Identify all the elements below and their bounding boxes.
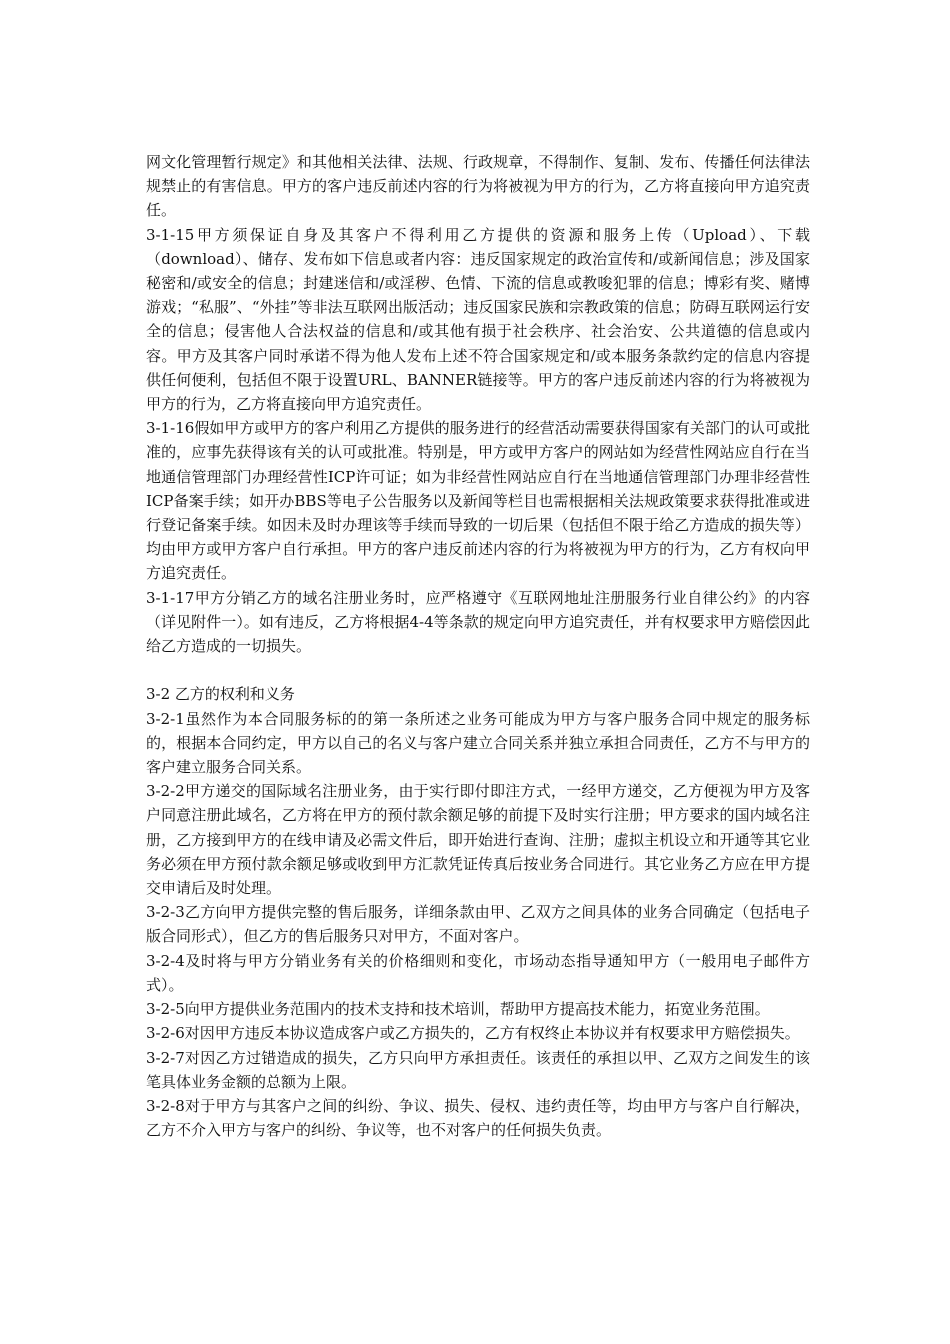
blank-line [146,658,810,682]
paragraph-3-1-16: 3-1-16假如甲方或甲方的客户利用乙方提供的服务进行的经营活动需要获得国家有关部门的认可或批准的，应事先获得该有关的认可或批准。特别是，甲方或甲方客户的网站如为经营性网站应自行在当地通信管理部门办理经营性ICP许可证；如为非经营性网站应自行在当地通信管理部门办理非经营性ICP备案手续；如开办BBS等电子公告服务以及新闻等栏目也需根据相关法规政策要求获得批准或进行登记备案手续。如因未及时办理该等手续而导致的一切后果（包括但不限于给乙方造成的损失等）均由甲方或甲方客户自行承担。甲方的客户违反前述内容的行为将被视为甲方的行为，乙方有权向甲方追究责任。 [146,419,810,583]
paragraph-3-2-7: 3-2-7对因乙方过错造成的损失，乙方只向甲方承担责任。该责任的承担以甲、乙双方之间发生的该笔具体业务金额的总额为上限。 [146,1048,810,1091]
paragraph-3-2-3: 3-2-3乙方向甲方提供完整的售后服务，详细条款由甲、乙双方之间具体的业务合同确定（包括电子版合同形式），但乙方的售后服务只对甲方，不面对客户。 [146,903,810,946]
paragraph-3-2-2: 3-2-2甲方递交的国际域名注册业务，由于实行即付即注方式，一经甲方递交，乙方便视为甲方及客户同意注册此域名，乙方将在甲方的预付款余额足够的前提下及时实行注册；甲方要求的国内域名注册，乙方接到甲方的在线申请及必需文件后，即开始进行查询、注册；虚拟主机设立和开通等其它业务必须在甲方预付款余额足够或收到甲方汇款凭证传真后按业务合同进行。其它业务乙方应在甲方提交申请后及时处理。 [146,782,810,898]
paragraph-3-1-17: 3-1-17甲方分销乙方的域名注册业务时，应严格遵守《互联网地址注册服务行业自律公约》的内容（详见附件一）。如有违反，乙方将根据4-4等条款的规定向甲方追究责任，并有权要求甲方赔偿因此给乙方造成的一切损失。 [146,588,810,656]
document-body [146,150,810,1142]
paragraph-3-2-1: 3-2-1虽然作为本合同服务标的的第一条所述之业务可能成为甲方与客户服务合同中规定的服务标的，根据本合同约定，甲方以自己的名义与客户建立合同关系并独立承担合同责任，乙方不与甲方的客户建立服务合同关系。 [146,709,810,777]
paragraph-3-2-4: 3-2-4及时将与甲方分销业务有关的价格细则和变化，市场动态指导通知甲方（一般用电子邮件方式）。 [146,951,810,994]
paragraph-3-2-5: 3-2-5向甲方提供业务范围内的技术支持和技术培训，帮助甲方提高技术能力，拓宽业务范围。 [146,1000,770,1019]
section-heading-3-2: 3-2 乙方的权利和义务 [146,685,295,704]
paragraph-3-2-6: 3-2-6对因甲方违反本协议造成客户或乙方损失的，乙方有权终止本协议并有权要求甲方赔偿损失。 [146,1024,800,1043]
paragraph-3-1-15: 3-1-15甲方须保证自身及其客户不得利用乙方提供的资源和服务上传（Upload）、下载（download）、储存、发布如下信息或者内容：违反国家规定的政治宣传和/或新闻信息；涉及国家秘密和/或安全的信息；封建迷信和/或淫秽、色情、下流的信息或教唆犯罪的信息；博彩有奖、赌博游戏；“私服”、“外挂”等非法互联网出版活动；违反国家民族和宗教政策的信息；防碍互联网运行安全的信息；侵害他人合法权益的信息和/或其他有损于社会秩序、社会治安、公共道德的信息或内容。甲方及其客户同时承诺不得为他人发布上述不符合国家规定和/或本服务条款约定的信息内容提供任何便利，包括但不限于设置URL、BANNER链接等。甲方的客户违反前述内容的行为将被视为甲方的行为，乙方将直接向甲方追究责任。 [146,225,810,414]
paragraph-3-2-8: 3-2-8对于甲方与其客户之间的纠纷、争议、损失、侵权、违约责任等，均由甲方与客户自行解决，乙方不介入甲方与客户的纠纷、争议等，也不对客户的任何损失负责。 [146,1096,810,1140]
paragraph-intro-continuation: 网文化管理暂行规定》和其他相关法律、法规、行政规章，不得制作、复制、发布、传播任何法律法规禁止的有害信息。甲方的客户违反前述内容的行为将被视为甲方的行为，乙方将直接向甲方追究责任。 [146,153,810,220]
